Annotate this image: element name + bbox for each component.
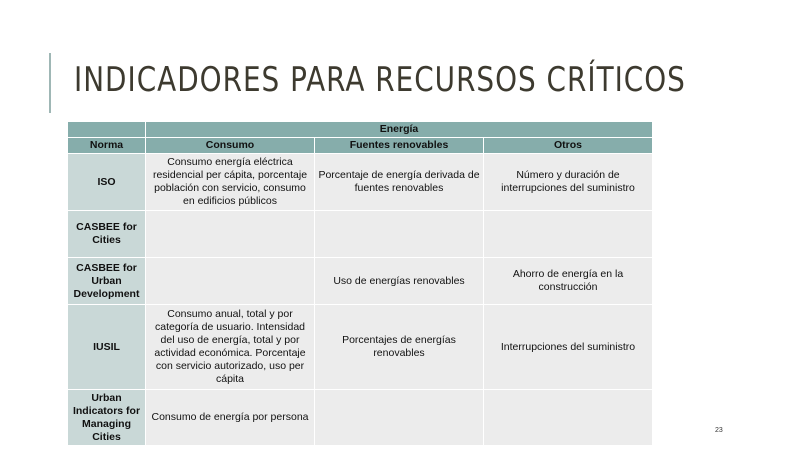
accent-line [49, 53, 51, 113]
page-number: 23 [715, 427, 723, 434]
energy-indicators-table [67, 121, 653, 446]
table-row [68, 305, 653, 390]
column-header-otros: Otros [484, 138, 653, 154]
otros-cell [484, 211, 653, 258]
group-header-row [68, 122, 653, 138]
table-row [68, 258, 653, 305]
table-row [68, 211, 653, 258]
otros-cell: Número y duración de interrupciones del suministro [484, 154, 653, 211]
column-header-row [68, 138, 653, 154]
consumo-cell: Consumo energía eléctrica residencial per cápita, porcentaje población con servicio, consumo en edificios públicos [146, 154, 315, 211]
header-blank-cell [68, 122, 146, 138]
table-row [68, 390, 653, 446]
consumo-cell [146, 258, 315, 305]
norma-cell: Urban Indicators for Managing Cities [68, 390, 146, 446]
norma-cell: CASBEE for Urban Development [68, 258, 146, 305]
norma-cell: ISO [68, 154, 146, 211]
otros-cell [484, 390, 653, 446]
consumo-cell: Consumo anual, total y por categoría de usuario. Intensidad del uso de energía, total y por actividad económica. Porcentaje con servicio autorizado, uso per cápita [146, 305, 315, 390]
fuentes-cell: Porcentaje de energía derivada de fuentes renovables [315, 154, 484, 211]
norma-cell: IUSIL [68, 305, 146, 390]
fuentes-cell [315, 211, 484, 258]
column-header-fuentes-renovables: Fuentes renovables [315, 138, 484, 154]
fuentes-cell [315, 390, 484, 446]
otros-cell: Ahorro de energía en la construcción [484, 258, 653, 305]
otros-cell: Interrupciones del suministro [484, 305, 653, 390]
fuentes-cell: Uso de energías renovables [315, 258, 484, 305]
slide-title: INDICADORES PARA RECURSOS CRÍTICOS [74, 60, 686, 100]
fuentes-cell: Porcentajes de energías renovables [315, 305, 484, 390]
column-header-norma: Norma [68, 138, 146, 154]
group-header-energia: Energía [146, 122, 653, 138]
consumo-cell [146, 211, 315, 258]
table-row [68, 154, 653, 211]
consumo-cell: Consumo de energía por persona [146, 390, 315, 446]
norma-cell: CASBEE for Cities [68, 211, 146, 258]
column-header-consumo: Consumo [146, 138, 315, 154]
